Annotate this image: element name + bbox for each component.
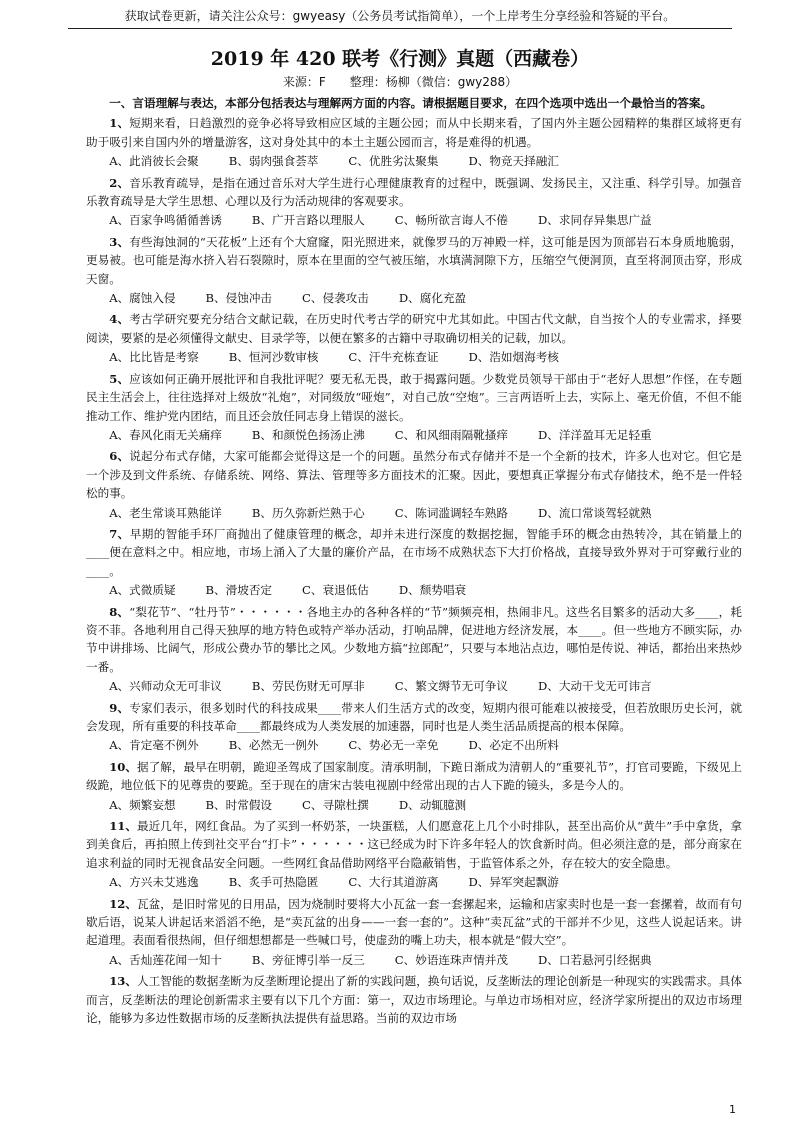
question-stem: 瓦盆，是旧时常见的日用品，因为烧制时要将大小瓦盆一套一套摞起来，运输和店家卖时也是一套一套摞着，故而有句歇后语，说某人讲起话来滔滔不绝，是“卖瓦盆的出身——一套一套的”。这种“卖瓦盆”式的干部并不少见，这些人说起话来。讲起道理。表面看很热闹，但仔细想想都是一些喊口号，使虚劲的嘴上功夫，根本就是“假大空”。 [86,896,742,948]
answer-option: D、异军突起飘游 [468,875,559,890]
question-text [86,370,742,425]
question-text [86,114,742,151]
option-row [86,348,742,366]
question-stem: 人工智能的数据垄断为反垄断理论提出了新的实践问题，换句话说，反垄断法的理论创新是一种现实的实践需求。具体而言，反垄断法的理论创新需求主要有以下几个方面：第一，双边市场理论。与单边市场相对应，经济学家所提出的双边市场理论，能够为多边性数据市场的反垄断执法提供有益思路。当前的双边市场 [86,974,742,1026]
byline: 来源：F 整理：杨柳（微信：gwy288） [282,75,518,89]
answer-option: B、时常假设 [205,797,273,812]
question-stem: 应该如何正确开展批评和自我批评呢？要无私无畏，敢于揭露问题。少数党员领导干部由于“老好人思想”作怪，在专题民主生活会上，往往选择对上级放“礼炮”，对同级放“哑炮”，对自己放“空炮”。三言两语听上去，实际上、毫无价值，不但不能推动工作、维护党内团结，而且还会放任同志身上错误的滋长。 [86,371,742,423]
question-text [86,699,742,736]
question-block [86,603,742,696]
answer-option: C、寻隙杜撰 [302,797,369,812]
question-text [86,525,742,580]
answer-option: A、肯定毫不例外 [109,738,199,753]
question-text [86,758,742,795]
option-row [86,677,742,695]
answer-option: C、和风细雨隔靴搔痒 [394,427,508,442]
answer-option: D、流口常谈驾轻就熟 [538,505,652,520]
answer-option: B、滑坡否定 [205,583,273,598]
option-row [86,211,742,229]
section-heading: 一、言语理解与表达，本部分包括表达与理解两方面的内容。请根据题目要求，在四个选项中选出一个最恰当的答案。 [109,96,713,110]
option-row [86,426,742,444]
answer-option: C、汗牛充栋查证 [348,350,439,365]
option-row [86,951,742,969]
answer-option: A、方兴未艾逃逸 [109,875,199,890]
question-block [86,370,742,445]
answer-option: C、侵袭攻击 [302,291,369,306]
answer-option: A、舌灿莲花闻一知十 [109,952,222,967]
question-list [86,114,742,1027]
page-number: 1 [729,1103,736,1116]
question-block [86,699,742,755]
question-stem: 音乐教育疏导，是指在通过音乐对大学生进行心理健康教育的过程中，既强调、发扬民主，又注重、科学引导。加强音乐教育疏导是大学生思想、心理以及行为活动规律的客观要求。 [86,175,742,209]
answer-option: D、颓势唱衰 [398,583,467,598]
question-number: 13、 [109,974,137,989]
question-number: 2、 [109,175,130,190]
option-row [86,289,742,307]
question-text [86,447,742,502]
answer-option: D、腐化充盈 [398,291,467,306]
question-number: 11、 [109,819,137,834]
question-number: 3、 [109,234,130,249]
answer-option: B、劳民伤财无可厚非 [251,679,365,694]
question-text [86,972,742,1027]
question-text [86,603,742,677]
answer-option: D、浩如烟海考核 [468,350,559,365]
question-number: 12、 [109,896,137,911]
answer-option: D、洋洋盈耳无足轻重 [538,427,652,442]
page-title: 2019 年 420 联考《行测》真题（西藏卷） [210,48,590,70]
question-stem: 考古学研究要充分结合文献记载，在历史时代考古学的研究中尤其如此。中国古代文献，自当按个人的专业需求，择要阅读，要紧的是必须懂得文献史、目录学等，以便在繁多的古籍中寻取确切相关的记载，加以。 [86,312,742,345]
answer-option: D、动辄臆测 [398,797,467,812]
answer-option: B、恒河沙数审核 [228,350,319,365]
question-number: 6、 [109,449,130,464]
question-stem: 短期来看，日趋激烈的竞争必将导致相应区域的主题公园；而从中长期来看，了国内外主题公园精粹的集群区域将更有助于吸引来自国内外的增量游客，这对身处其中的本土主题公园而言，将是难得的机遇。 [86,116,742,149]
answer-option: D、求同存异集思广益 [538,213,652,228]
answer-option: A、腐蚀入侵 [109,291,176,306]
answer-option: A、兴师动众无可非议 [109,679,222,694]
question-block [86,174,742,230]
question-text [86,817,742,872]
answer-option: C、繁文缛节无可争议 [394,679,508,694]
question-number: 10、 [109,759,137,774]
question-block [86,233,742,308]
answer-option: D、大动干戈无可讳言 [538,679,652,694]
question-stem: 说起分布式存储，大家可能都会觉得这是一个的问题。虽然分布式存储并不是一个全新的技术，许多人也对它。但它是一个涉及到文件系统、存储系统、网络、算法、管理等多方面技术的汇聚。因此，要想真正掌握分布式存储技术，绝不是一件轻松的事。 [86,449,742,501]
document-body [86,94,742,1028]
answer-option: B、炙手可热隐匿 [228,875,319,890]
header-notice: 获取试卷更新，请关注公众号：gwyeasy（公务员考试指简单），一个上岸考生分享经验和答疑的平台。 [124,9,676,23]
question-block [86,310,742,366]
option-row [86,504,742,522]
answer-option: A、百家争鸣循循善诱 [109,213,222,228]
answer-option: C、衰退低估 [302,583,369,598]
answer-option: A、式微质疑 [109,583,176,598]
option-row [86,873,742,891]
question-number: 1、 [109,116,130,131]
question-stem: 早期的智能手环厂商抛出了健康管理的概念，却并未进行深度的数据挖掘，智能手环的概念由热转冷，其在销量上的____便在意料之中。相应地，市场上涌入了大量的廉价产品，在市场不成熟状态下大打价格战，直接导致外界对于可穿戴行业的____。 [86,526,742,578]
question-stem: 最近几年，网红食品。为了买到一杯奶茶，一块蛋糕，人们愿意花上几个小时排队，甚至出高价从“黄牛”手中拿货，拿到美食后，再拍照上传到社交平台“打卡”・・・・・・这已经成为时下许多年轻人的饮食新时尚。但必须注意的是，部分商家在追求利益的同时无视食品安全问题。一些网红食品借助网络平台隐蔽销售，于监管体系之外，存在较大的安全隐患。 [86,819,743,870]
answer-option: C、势必无一幸免 [348,738,439,753]
question-block [86,114,742,170]
question-stem: “梨花节”、“牡丹节”・・・・・・各地主办的各种各样的“节”频频亮相，热闹非凡。这些名目繁多的活动大多____，耗资不菲。各地利用自己得天独厚的地方特色或特产举办活动，打响品牌，促进地方经济发展，本____。但一些地方不顾实际，办节中讲排场、比阔气，形成公费办节的攀比之风。少数地方搞“拉郎配”，只要与本地沾点边，哪怕是传说、神话，都抬出来热炒一番。 [86,604,742,674]
question-text [86,895,742,950]
question-text [86,174,742,211]
question-block [86,447,742,522]
question-stem: 专家们表示，很多划时代的科技成果____带来人们生活方式的改变，短期内很可能难以被接受，但若放眼历史长河，就会发现，所有重要的科技革命____都最终成为人类发展的加速器，同时也是人类生活品质提高的根本保障。 [86,700,742,733]
question-stem: 据了解，最早在明朝，跪迎圣驾成了国家制度。清承明制，下跪日渐成为清朝人的“重要礼节”，打官司要跪，下级见上级跪，地位低下的见尊贵的要跪。至于现在的唐宋古装电视剧中经常出现的古人下跪的镜头，多是今人的。 [86,759,743,793]
answer-option: D、必定不出所料 [468,738,559,753]
answer-option: B、必然无一例外 [228,738,319,753]
answer-option: A、春风化雨无关痛痒 [109,427,222,442]
option-row [86,796,742,814]
question-block [86,817,742,892]
answer-option: B、弱肉强食荟萃 [228,154,319,169]
answer-option: C、畅所欲言诲人不倦 [394,213,508,228]
answer-option: B、广开言路以理服人 [251,213,365,228]
answer-option: C、大行其道游离 [348,875,439,890]
header-divider [68,28,732,29]
answer-option: A、此消彼长会聚 [109,154,199,169]
answer-option: A、老生常谈耳熟能详 [109,505,222,520]
question-block [86,525,742,600]
answer-option: A、比比皆是考察 [109,350,199,365]
answer-option: B、和颜悦色扬汤止沸 [251,427,365,442]
answer-option: A、频繁妄想 [109,797,176,812]
answer-option: D、口若悬河引经据典 [538,952,652,967]
answer-option: B、侵蚀冲击 [205,291,273,306]
answer-option: C、陈词滥调轻车熟路 [394,505,508,520]
question-number: 8、 [109,604,130,619]
question-block [86,972,742,1027]
question-number: 4、 [109,312,130,327]
question-text [86,233,742,288]
option-row [86,581,742,599]
question-number: 9、 [109,700,130,715]
answer-option: D、物竞天择融汇 [468,154,559,169]
question-number: 7、 [109,526,130,541]
answer-option: B、历久弥新烂熟于心 [251,505,365,520]
question-text [86,310,742,347]
option-row [86,152,742,170]
option-row [86,736,742,754]
question-number: 5、 [109,371,130,386]
question-block [86,895,742,970]
question-stem: 有些海蚀洞的“天花板”上还有个大窟窿，阳光照进来，就像罗马的万神殿一样，这可能是因为顶部岩石本身质地脆弱，更易被。也可能是海水挤入岩石裂隙时，原本在里面的空气被压缩，水填满洞隙下方，压缩空气便洞顶，直至将洞顶击穿，形成天窗。 [86,234,742,286]
answer-option: C、优胜劣汰聚集 [348,154,439,169]
question-block [86,758,742,814]
answer-option: C、妙语连珠声情并茂 [394,952,508,967]
answer-option: B、旁征博引举一反三 [251,952,365,967]
